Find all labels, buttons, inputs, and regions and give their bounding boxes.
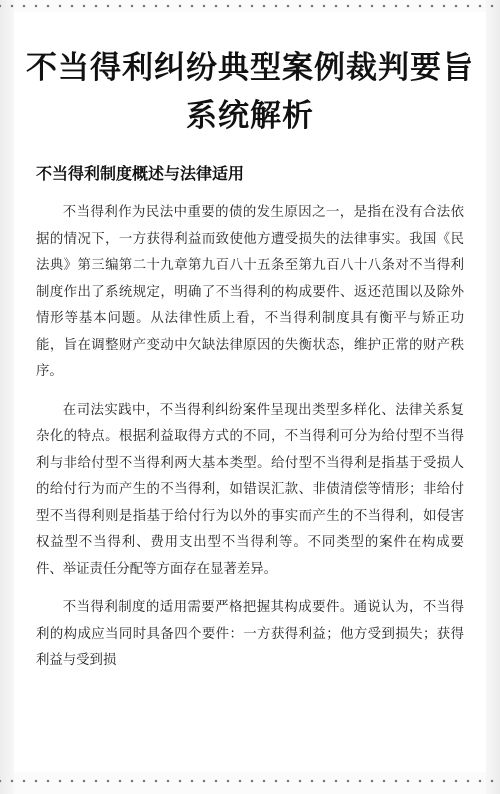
document-title: 不当得利纠纷典型案例裁判要旨系统解析 <box>26 50 474 134</box>
paragraph: 不当得利作为民法中重要的债的发生原因之一，是指在没有合法依据的情况下，一方获得利益而致使他方遭受损失的法律事实。我国《民法典》第三编第二十九章第九百八十五条至第九百八十八条对不当得利制度作出了系统规定，明确了不当得利的构成要件、返还范围以及除外情形等基本问题。从法律性质上看，不当得利制度具有衡平与矫正功能，旨在调整财产变动中欠缺法律原因的失衡状态，维护正常的财产秩序。 <box>36 205 464 379</box>
page-shadow-left <box>0 0 14 794</box>
paragraph: 不当得利制度的适用需要严格把握其构成要件。通说认为，不当得利的构成应当同时具备四个要件：一方获得利益；他方受到损失；获得利益与受到损 <box>36 600 464 668</box>
dotted-border-bottom <box>0 778 500 784</box>
page-shadow-right <box>486 0 500 794</box>
document-body <box>36 200 464 687</box>
paragraph: 在司法实践中，不当得利纠纷案件呈现出类型多样化、法律关系复杂化的特点。根据利益取得方式的不同，不当得利可分为给付型不当得利与非给付型不当得利两大基本类型。给付型不当得利是指基于受损人的给付行为而产生的不当得利，如错误汇款、非债清偿等情形；非给付型不当得利则是指基于给付行为以外的事实而产生的不当得利，如侵害权益型不当得利、费用支出型不当得利等。不同类型的案件在构成要件、举证责任分配等方面存在显著差异。 <box>36 402 464 577</box>
dotted-border-top <box>0 3 500 9</box>
section-heading: 不当得利制度概述与法律适用 <box>36 164 245 183</box>
